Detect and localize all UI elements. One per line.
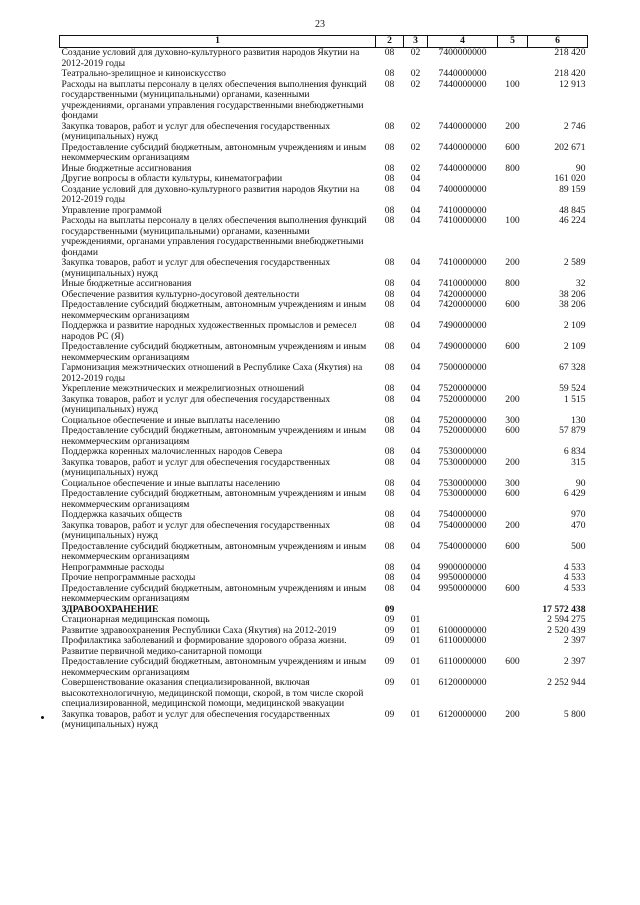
table-row (60, 216, 588, 258)
table-row (60, 174, 588, 185)
row-amount: 500 (571, 540, 586, 552)
table-body (60, 48, 588, 731)
table-row (60, 542, 588, 563)
row-name: Закупка товаров, работ и услуг для обеспечения государственных (муниципальных) нужд (61, 257, 331, 279)
row-section: 08 (384, 278, 395, 289)
row-target-article: 7520000000 (438, 425, 487, 436)
row-section: 08 (384, 141, 395, 153)
row-section: 08 (384, 183, 395, 195)
row-amount: 470 (571, 519, 586, 531)
row-subsection: 04 (410, 509, 421, 520)
row-subsection: 04 (410, 572, 421, 583)
row-expense-type: 600 (505, 425, 520, 436)
row-target-article: 7530000000 (438, 477, 487, 489)
row-section: 08 (384, 204, 395, 216)
row-expense-type: 200 (505, 120, 520, 132)
margin-mark (41, 716, 44, 719)
row-name: Предоставление субсидий бюджетным, автономным учреждениям и иным некоммерческим организациям (61, 425, 367, 447)
row-section: 08 (384, 383, 395, 394)
row-expense-type: 800 (505, 278, 520, 289)
row-amount: 38 206 (559, 299, 586, 310)
table-row (60, 584, 588, 605)
row-subsection: 04 (410, 183, 421, 195)
table-row (60, 122, 588, 143)
row-name: Развитие здравоохранения Республики Саха (Якутия) на 2012-2019 (61, 624, 337, 636)
row-expense-type (498, 447, 528, 458)
row-expense-type: 300 (505, 477, 520, 489)
table-row (60, 458, 588, 479)
row-expense-type: 600 (505, 582, 520, 594)
row-amount: 2 746 (563, 120, 586, 132)
row-subsection: 01 (410, 624, 421, 636)
row-subsection: 04 (410, 446, 421, 457)
row-target-article: 7540000000 (438, 509, 487, 520)
row-target-article: 7440000000 (438, 162, 487, 174)
row-amount: 17 572 438 (542, 603, 586, 615)
row-target-article: 7440000000 (438, 120, 487, 132)
row-name: Закупка товаров, работ и услуг для обеспечения государственных (муниципальных) нужд (61, 519, 331, 541)
row-target-article: 7420000000 (438, 299, 487, 310)
row-expense-type: 100 (505, 78, 520, 90)
row-expense-type (498, 605, 528, 616)
row-amount: 970 (571, 509, 586, 520)
row-target-article: 7530000000 (438, 456, 487, 468)
row-amount: 2 252 944 (547, 677, 586, 688)
table-row (60, 395, 588, 416)
row-target-article (428, 615, 498, 626)
table-row (60, 342, 588, 363)
table-row (60, 426, 588, 447)
row-expense-type (498, 363, 528, 384)
row-section: 08 (384, 509, 395, 520)
row-expense-type: 200 (505, 519, 520, 531)
table-header (60, 36, 588, 48)
row-expense-type (498, 626, 528, 637)
row-name: Социальное обеспечение и иные выплаты населению (61, 414, 280, 426)
table-row (60, 143, 588, 164)
row-target-article: 7440000000 (438, 78, 487, 90)
table-row (60, 300, 588, 321)
row-section: 08 (384, 120, 395, 132)
row-target-article: 7540000000 (438, 540, 487, 552)
row-name: Театрально-зрелищное и киноискусство (61, 68, 226, 79)
budget-table (59, 35, 588, 731)
row-expense-type: 600 (505, 656, 520, 667)
row-section: 09 (384, 603, 395, 615)
row-name: Иные бюджетные ассигнования (61, 278, 192, 289)
table-row (60, 615, 588, 626)
row-amount: 67 328 (559, 362, 586, 373)
row-name: Управление программой (61, 204, 162, 216)
row-subsection: 04 (410, 414, 421, 426)
table-row (60, 510, 588, 521)
table-row (60, 657, 588, 678)
row-section: 08 (384, 320, 395, 331)
row-name: Иные бюджетные ассигнования (61, 162, 192, 174)
row-section: 09 (384, 614, 395, 625)
row-name: Стационарная медицинская помощь (61, 614, 210, 625)
row-amount: 218 420 (554, 47, 586, 58)
row-amount: 2 594 275 (547, 614, 586, 625)
row-amount: 12 913 (559, 78, 586, 90)
row-section: 09 (384, 656, 395, 667)
row-target-article: 7440000000 (438, 68, 487, 79)
row-name: Обеспечение развития культурно-досуговой деятельности (61, 288, 300, 300)
row-subsection: 04 (410, 540, 421, 552)
row-target-article: 6110000000 (438, 635, 487, 646)
row-amount: 2 109 (563, 341, 586, 352)
row-subsection: 01 (410, 677, 421, 688)
row-name: Предоставление субсидий бюджетным, автономным учреждениям и иным некоммерческим организациям (61, 656, 367, 678)
row-name: Непрограммные расходы (61, 561, 165, 573)
row-amount: 2 397 (563, 635, 586, 646)
row-expense-type (498, 48, 528, 70)
table-row (60, 48, 588, 70)
row-expense-type: 600 (505, 540, 520, 552)
row-amount: 315 (571, 456, 586, 468)
row-amount: 90 (575, 162, 586, 174)
row-section: 08 (384, 47, 395, 58)
row-expense-type (498, 636, 528, 657)
row-amount: 57 879 (559, 425, 586, 436)
row-subsection: 04 (410, 456, 421, 468)
row-name: Закупка товаров, работ и услуг для обеспечения государственных (муниципальных) нужд (61, 393, 331, 415)
row-target-article: 6120000000 (438, 708, 487, 720)
row-subsection: 04 (410, 288, 421, 300)
row-amount: 32 (575, 278, 586, 289)
row-section: 08 (384, 446, 395, 457)
table-row (60, 258, 588, 279)
row-section: 08 (384, 68, 395, 79)
row-section: 08 (384, 162, 395, 174)
row-section: 08 (384, 456, 395, 468)
row-amount: 2 520 439 (547, 624, 586, 636)
row-amount: 1 515 (563, 393, 586, 405)
page-number: 23 (315, 19, 325, 30)
row-name: Профилактика заболеваний и формирование здорового образа жизни. Развитие первичной медико-санитарной помощи (61, 635, 347, 657)
row-target-article: 7530000000 (438, 488, 487, 499)
row-expense-type: 600 (505, 488, 520, 499)
row-subsection: 01 (410, 708, 421, 720)
table-row (60, 710, 588, 731)
row-subsection: 04 (410, 299, 421, 310)
row-name: Предоставление субсидий бюджетным, автономным учреждениям и иным некоммерческим организациям (61, 299, 367, 321)
row-amount: 130 (571, 414, 586, 426)
row-subsection: 04 (410, 477, 421, 489)
row-subsection: 04 (410, 425, 421, 436)
row-target-article: 7520000000 (438, 393, 487, 405)
row-subsection: 04 (410, 393, 421, 405)
row-name: ЗДРАВООХРАНЕНИЕ (61, 603, 159, 615)
row-section: 08 (384, 299, 395, 310)
row-name: Поддержка казачьих обществ (61, 509, 183, 520)
row-name: Предоставление субсидий бюджетным, автономным учреждениям и иным некоммерческим организациям (61, 582, 367, 604)
row-section: 08 (384, 540, 395, 552)
row-expense-type (498, 321, 528, 342)
row-target-article: 9950000000 (438, 582, 487, 594)
row-target-article: 7410000000 (438, 215, 487, 226)
row-target-article: 7420000000 (438, 288, 487, 300)
table-row (60, 69, 588, 80)
row-name: Поддержка коренных малочисленных народов Севера (61, 446, 283, 457)
row-subsection: 04 (410, 582, 421, 594)
row-section: 08 (384, 488, 395, 499)
row-amount: 218 420 (554, 68, 586, 79)
row-section: 09 (384, 635, 395, 646)
row-subsection: 04 (410, 173, 421, 184)
row-expense-type (498, 510, 528, 521)
row-subsection: 01 (410, 656, 421, 667)
row-section: 08 (384, 341, 395, 352)
row-section: 09 (384, 677, 395, 688)
row-expense-type (498, 174, 528, 185)
column-header-section: 2 (376, 36, 404, 48)
row-name: Предоставление субсидий бюджетным, автономным учреждениям и иным некоммерческим организациям (61, 540, 367, 562)
row-expense-type: 300 (505, 414, 520, 426)
row-target-article: 7440000000 (438, 141, 487, 153)
row-expense-type (498, 563, 528, 574)
row-name: Закупка товаров, работ и услуг для обеспечения государственных (муниципальных) нужд (61, 120, 331, 142)
row-target-article: 7410000000 (438, 257, 487, 268)
row-expense-type: 100 (505, 215, 520, 226)
row-name: Прочие непрограммные расходы (61, 572, 196, 583)
row-amount: 59 524 (559, 383, 586, 394)
row-subsection: 01 (410, 635, 421, 646)
row-expense-type: 600 (505, 141, 520, 153)
row-subsection: 04 (410, 257, 421, 268)
row-subsection: 04 (410, 320, 421, 331)
row-target-article: 6110000000 (438, 656, 487, 667)
row-target-article: 9900000000 (438, 561, 487, 573)
row-target-article: 7520000000 (438, 414, 487, 426)
row-expense-type (498, 615, 528, 626)
row-name: Другие вопросы в области культуры, кинематографии (61, 173, 283, 184)
row-expense-type: 600 (505, 341, 520, 352)
row-expense-type (498, 573, 528, 584)
row-target-article: 7400000000 (438, 183, 487, 195)
table-row (60, 279, 588, 290)
row-section: 08 (384, 257, 395, 268)
column-header-amount: 6 (528, 36, 588, 48)
row-amount: 2 397 (563, 656, 586, 667)
row-subsection: 04 (410, 561, 421, 573)
row-target-article: 7540000000 (438, 519, 487, 531)
row-section: 08 (384, 362, 395, 373)
row-section: 08 (384, 173, 395, 184)
row-section: 08 (384, 572, 395, 583)
row-name: Предоставление субсидий бюджетным, автономным учреждениям и иным некоммерческим организациям (61, 141, 367, 163)
row-name: Предоставление субсидий бюджетным, автономным учреждениям и иным некоммерческим организациям (61, 341, 367, 363)
row-subsection: 02 (410, 162, 421, 174)
table-row (60, 185, 588, 206)
column-header-expense-type: 5 (498, 36, 528, 48)
row-target-article: 6100000000 (438, 624, 487, 636)
row-expense-type (498, 678, 528, 710)
row-target-article: 7490000000 (438, 320, 487, 331)
row-section: 09 (384, 624, 395, 636)
row-amount: 161 020 (554, 173, 586, 184)
row-section: 08 (384, 288, 395, 300)
row-subsection: 02 (410, 141, 421, 153)
row-name: Создание условий для духовно-культурного развития народов Якутии на 2012-2019 годы (61, 183, 360, 205)
row-section: 08 (384, 215, 395, 226)
row-subsection: 04 (410, 383, 421, 394)
row-target-article: 7400000000 (438, 47, 487, 58)
row-expense-type (498, 185, 528, 206)
row-amount: 46 224 (559, 215, 586, 226)
row-section: 08 (384, 425, 395, 436)
table-row (60, 384, 588, 395)
row-expense-type: 600 (505, 299, 520, 310)
table-row (60, 521, 588, 542)
row-amount: 38 206 (559, 288, 586, 300)
row-subsection: 04 (410, 362, 421, 373)
row-target-article: 6120000000 (438, 677, 487, 688)
row-target-article: 9950000000 (438, 572, 487, 583)
row-section: 08 (384, 414, 395, 426)
row-name: Расходы на выплаты персоналу в целях обеспечения выполнения функций государственными (муниципальными) органами, казенными учреждениями, органами управления государственными внебюджетными фондами (61, 78, 367, 121)
row-expense-type: 800 (505, 162, 520, 174)
table-row (60, 489, 588, 510)
row-amount: 4 533 (563, 572, 586, 583)
row-name: Закупка товаров, работ и услуг для обеспечения государственных (муниципальных) нужд (61, 708, 331, 730)
row-amount: 6 429 (563, 488, 586, 499)
row-subsection: 02 (410, 120, 421, 132)
row-subsection: 02 (410, 68, 421, 79)
row-subsection: 01 (410, 614, 421, 625)
row-amount: 202 671 (554, 141, 586, 153)
row-subsection: 04 (410, 341, 421, 352)
row-name: Поддержка и развитие народных художественных промыслов и ремесел народов РС (Я) (61, 320, 357, 342)
table-row (60, 363, 588, 384)
row-expense-type: 200 (505, 456, 520, 468)
row-expense-type (498, 69, 528, 80)
row-subsection: 02 (410, 47, 421, 58)
row-target-article: 7530000000 (438, 446, 487, 457)
row-target-article: 7520000000 (438, 383, 487, 394)
row-amount: 48 845 (559, 204, 586, 216)
row-section: 08 (384, 477, 395, 489)
row-amount: 90 (575, 477, 586, 489)
row-amount: 4 533 (563, 561, 586, 573)
row-expense-type (498, 384, 528, 395)
row-subsection: 04 (410, 215, 421, 226)
row-subsection: 04 (410, 519, 421, 531)
row-name: Совершенствование оказания специализированной, включая высокотехнологичную, медицинской помощи, скорой, в том числе скорой специализированной, медицинской помощи, медицинской эвакуации (61, 677, 364, 709)
row-amount: 2 589 (563, 257, 586, 268)
table-row (60, 321, 588, 342)
row-amount: 2 109 (563, 320, 586, 331)
row-name: Укрепление межэтнических и межрелигиозных отношений (61, 383, 305, 394)
row-name: Расходы на выплаты персоналу в целях обеспечения выполнения функций государственными (муниципальными) органами, казенными учреждениями, органами управления государственными внебюджетными фондами (61, 215, 367, 258)
row-section: 09 (384, 708, 395, 720)
row-name: Гармонизация межэтнических отношений в Республике Саха (Якутия) на 2012-2019 годы (61, 362, 363, 384)
table-row (60, 678, 588, 710)
row-amount: 6 834 (563, 446, 586, 457)
row-subsection: 02 (410, 78, 421, 90)
row-section: 08 (384, 393, 395, 405)
column-header-subsection: 3 (404, 36, 428, 48)
row-expense-type: 200 (505, 257, 520, 268)
row-target-article: 7490000000 (438, 341, 487, 352)
row-section: 08 (384, 582, 395, 594)
row-name: Создание условий для духовно-культурного развития народов Якутии на 2012-2019 годы (61, 47, 360, 69)
row-subsection: 04 (410, 278, 421, 289)
row-expense-type: 200 (505, 708, 520, 720)
row-name: Закупка товаров, работ и услуг для обеспечения государственных (муниципальных) нужд (61, 456, 331, 478)
column-header-name: 1 (60, 36, 376, 48)
table-row (60, 447, 588, 458)
row-target-article (428, 174, 498, 185)
row-subsection: 04 (410, 488, 421, 499)
row-target-article: 7410000000 (438, 278, 487, 289)
table-row (60, 573, 588, 584)
row-amount: 4 533 (563, 582, 586, 594)
row-section: 08 (384, 519, 395, 531)
row-amount: 89 159 (559, 183, 586, 195)
table-row (60, 80, 588, 122)
row-target-article: 7500000000 (438, 362, 487, 373)
row-amount: 5 800 (563, 708, 586, 720)
row-target-article (428, 605, 498, 616)
row-name: Социальное обеспечение и иные выплаты населению (61, 477, 280, 489)
row-name: Предоставление субсидий бюджетным, автономным учреждениям и иным некоммерческим организациям (61, 488, 367, 510)
row-section: 08 (384, 78, 395, 90)
row-section: 08 (384, 561, 395, 573)
row-target-article: 7410000000 (438, 204, 487, 216)
row-expense-type: 200 (505, 393, 520, 405)
column-header-target-article: 4 (428, 36, 498, 48)
row-subsection: 04 (410, 204, 421, 216)
table-row (60, 636, 588, 657)
